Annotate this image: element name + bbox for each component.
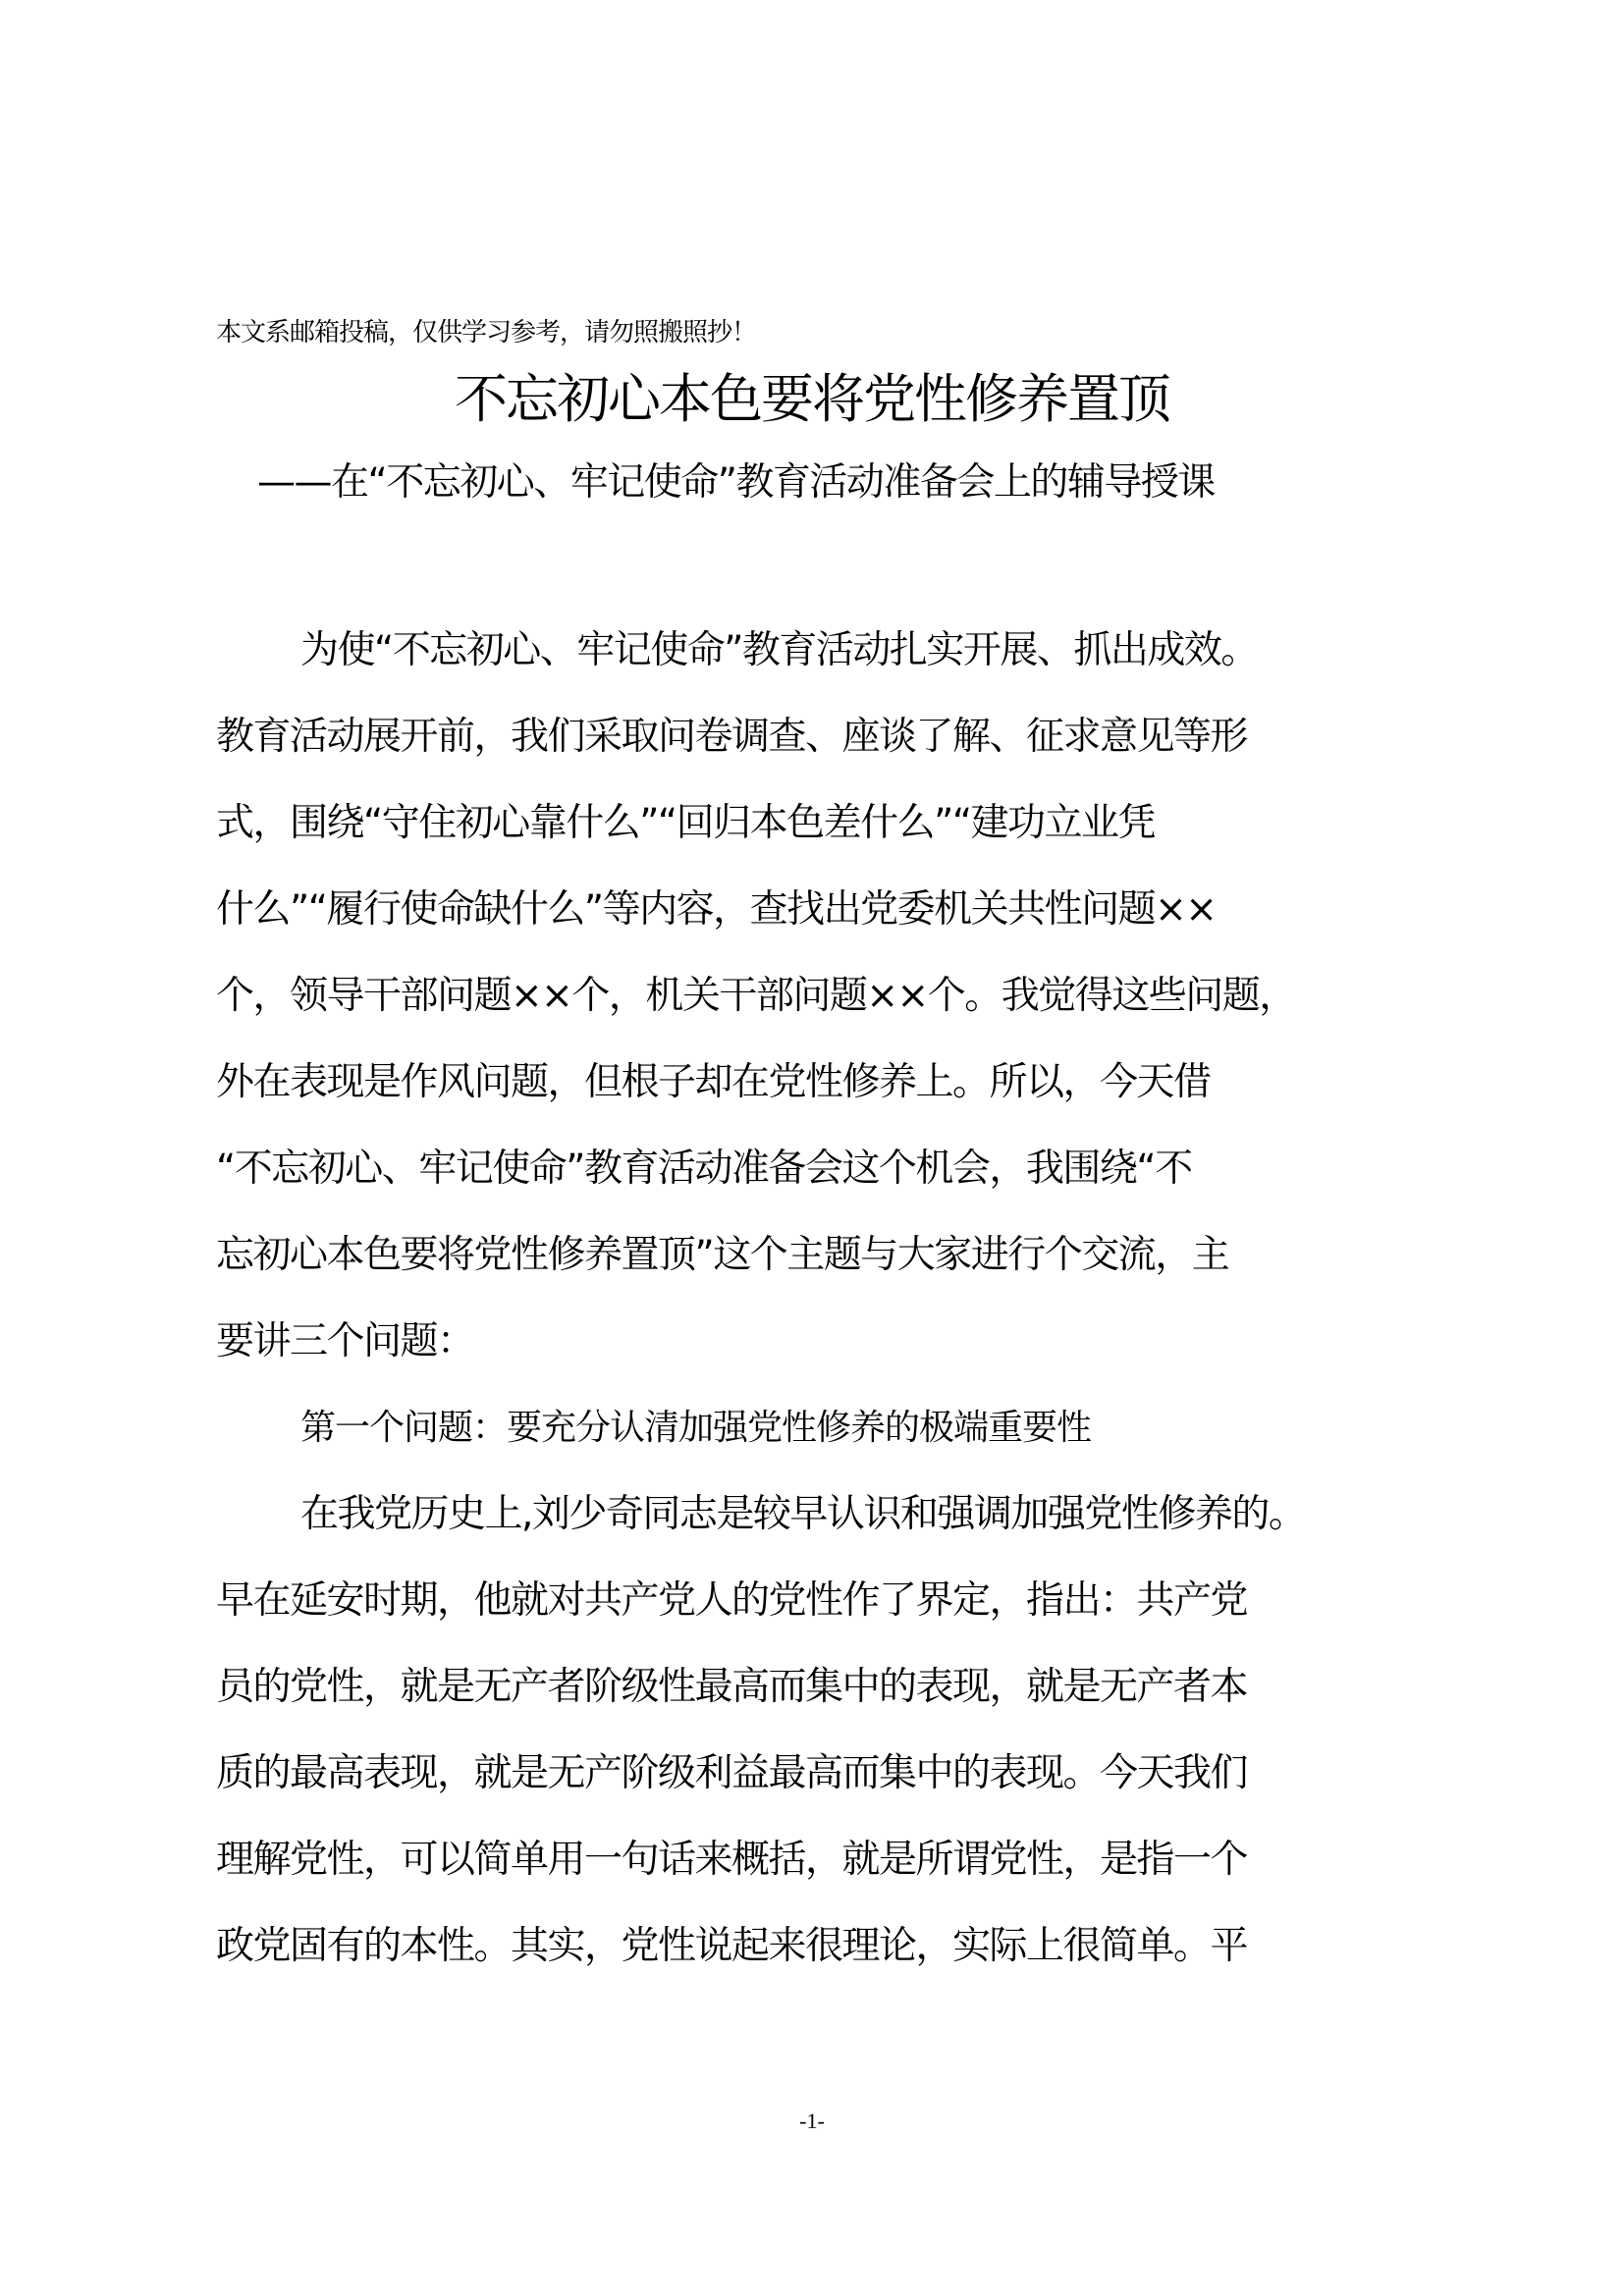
document-body	[216, 616, 1434, 1999]
body-line: 什么”“履行使命缺什么”等内容，查找出党委机关共性问题××	[216, 887, 1217, 932]
body-line: 个，领导干部问题××个，机关干部问题××个。我觉得这些问题，	[216, 974, 1296, 1018]
body-line: 理解党性，可以简单用一句话来概括，就是所谓党性，是指一个	[216, 1838, 1248, 1882]
body-line: 要讲三个问题：	[216, 1319, 474, 1363]
body-line: 忘初心本色要将党性修养置顶”这个主题与大家进行个交流，主	[216, 1233, 1229, 1277]
body-line: 员的党性，就是无产者阶级性最高而集中的表现，就是无产者本	[216, 1665, 1248, 1709]
header-note: 本文系邮箱投稿，仅供学习参考，请勿照搬照抄！	[216, 318, 757, 347]
page-number: -1-	[799, 2109, 825, 2133]
body-line: 外在表现是作风问题，但根子却在党性修养上。所以，今天借	[216, 1060, 1211, 1104]
body-line: 教育活动展开前，我们采取问卷调查、座谈了解、征求意见等形	[216, 715, 1248, 759]
body-line: 早在延安时期，他就对共产党人的党性作了界定，指出：共产党	[216, 1578, 1248, 1623]
body-line: 为使“不忘初心、牢记使命”教育活动扎实开展、抓出成效。	[300, 628, 1258, 672]
body-line: 质的最高表现，就是无产阶级利益最高而集中的表现。今天我们	[216, 1751, 1248, 1795]
section-heading: 第一个问题：要充分认清加强党性修养的极端重要性	[300, 1408, 1092, 1448]
body-line: 式，围绕“守住初心靠什么”“回归本色差什么”“建功立业凭	[216, 801, 1156, 845]
body-line: 政党固有的本性。其实，党性说起来很理论，实际上很简单。平	[216, 1924, 1248, 1968]
document-subtitle: ——在“不忘初心、牢记使命”教育活动准备会上的辅导授课	[257, 460, 1215, 505]
body-line: 在我党历史上,刘少奇同志是较早认识和强调加强党性修养的。	[300, 1492, 1306, 1536]
body-line: “不忘初心、牢记使命”教育活动准备会这个机会，我围绕“不	[216, 1147, 1192, 1191]
document-title: 不忘初心本色要将党性修养置顶	[455, 368, 1169, 430]
